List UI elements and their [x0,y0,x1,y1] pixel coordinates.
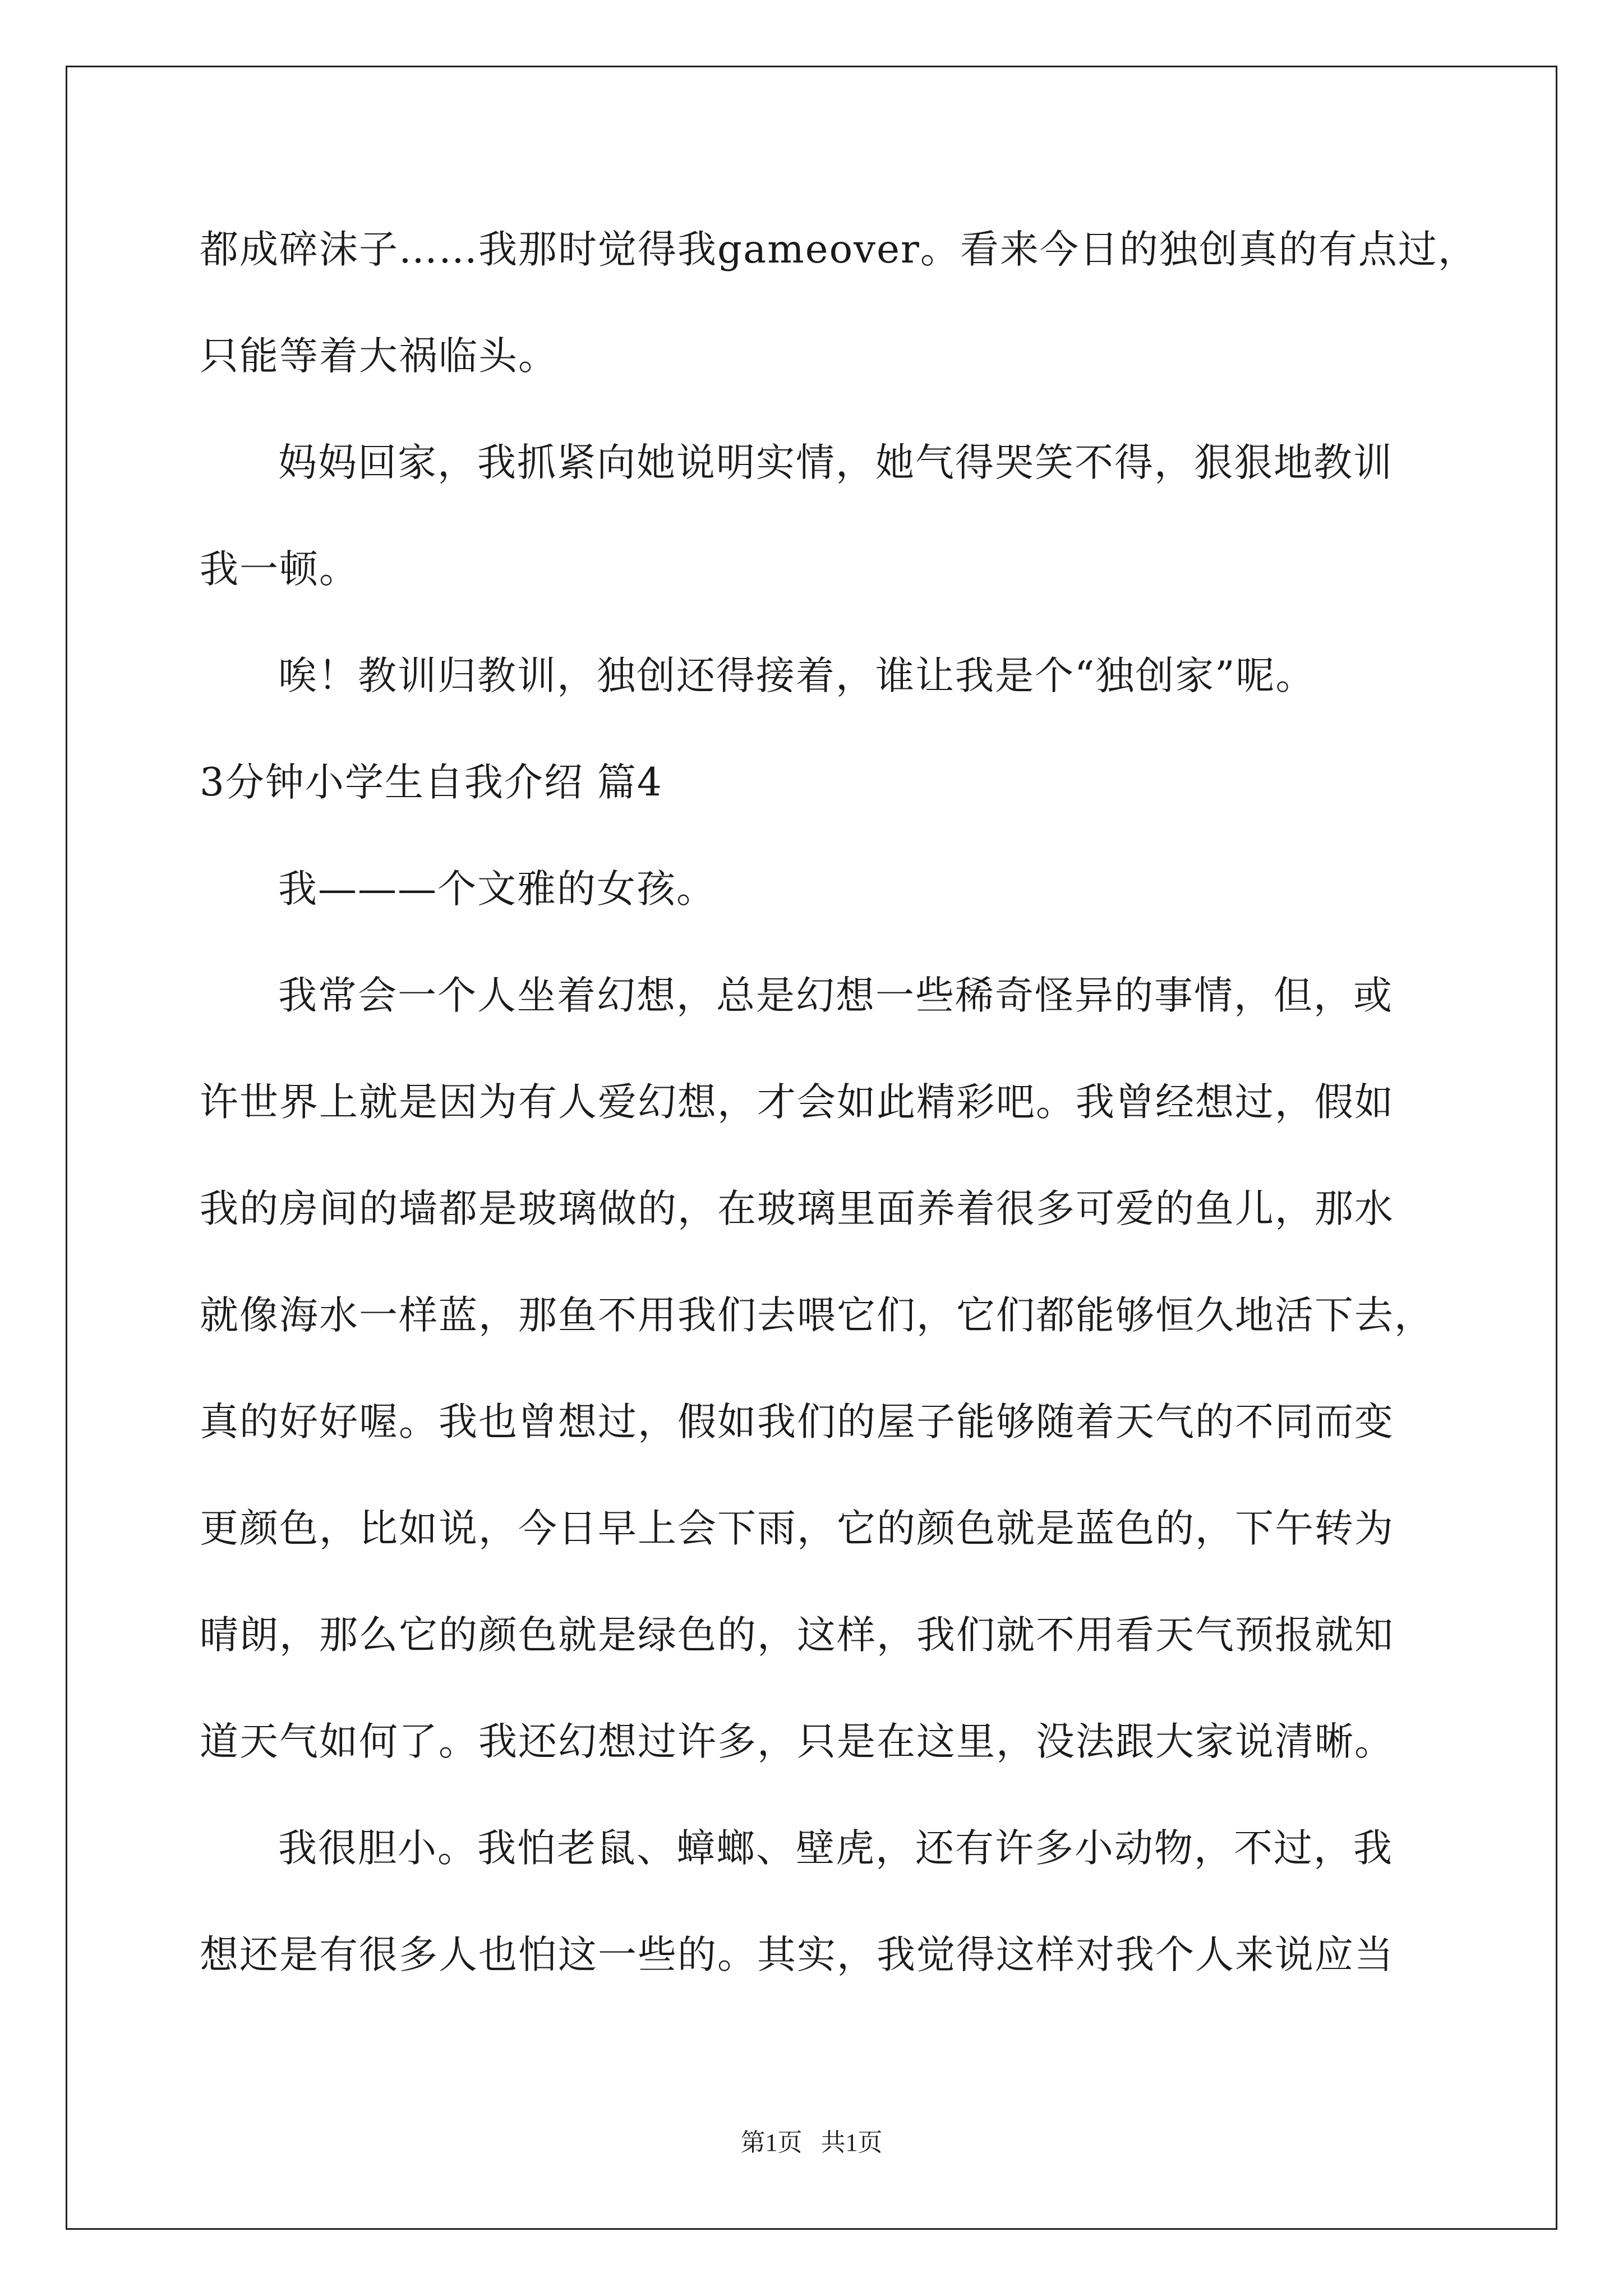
paragraph-start: 妈妈回家，我抓紧向她说明实情，她气得哭笑不得，狠狠地教训 [278,440,1393,485]
text-line: 我的房间的墙都是玻璃做的，在玻璃里面养着很多可爱的鱼儿，那水 [200,1186,1394,1231]
text-line: 更颜色，比如说，今日早上会下雨，它的颜色就是蓝色的，下午转为 [200,1506,1394,1551]
paragraph-start: 我———个文雅的女孩。 [278,867,716,912]
paragraph-start: 我常会一个人坐着幻想，总是幻想一些稀奇怪异的事情，但，或 [278,973,1393,1018]
text-line: 晴朗，那么它的颜色就是绿色的，这样，我们就不用看天气预报就知 [200,1613,1394,1658]
paragraph-start: 唉！教训归教训，独创还得接着，谁让我是个“独创家”呢。 [278,654,1316,698]
document-body [200,208,1478,2019]
text-line: 许世界上就是因为有人爱幻想，才会如此精彩吧。我曾经想过，假如 [200,1080,1394,1125]
text-line: 就像海水一样蓝，那鱼不用我们去喂它们，它们都能够恒久地活下去， [200,1293,1434,1338]
text-line: 道天气如何了。我还幻想过许多，只是在这里，没法跟大家说清晰。 [200,1719,1394,1764]
page-number-footer: 第1页 共1页 [740,2129,883,2156]
text-line: 我一顿。 [200,547,359,592]
text-line: 想还是有很多人也怕这一些的。其实，我觉得这样对我个人来说应当 [200,1932,1394,1977]
text-line: 都成碎沫子……我那时觉得我gameover。看来今日的独创真的有点过， [200,227,1478,272]
paragraph-start: 我很胆小。我怕老鼠、蟑螂、壁虎，还有许多小动物，不过，我 [278,1826,1393,1871]
section-heading: 3分钟小学生自我介绍 篇4 [200,760,663,805]
text-line: 真的好好喔。我也曾想过，假如我们的屋子能够随着天气的不同而变 [200,1400,1394,1444]
text-line: 只能等着大祸临头。 [200,334,558,379]
